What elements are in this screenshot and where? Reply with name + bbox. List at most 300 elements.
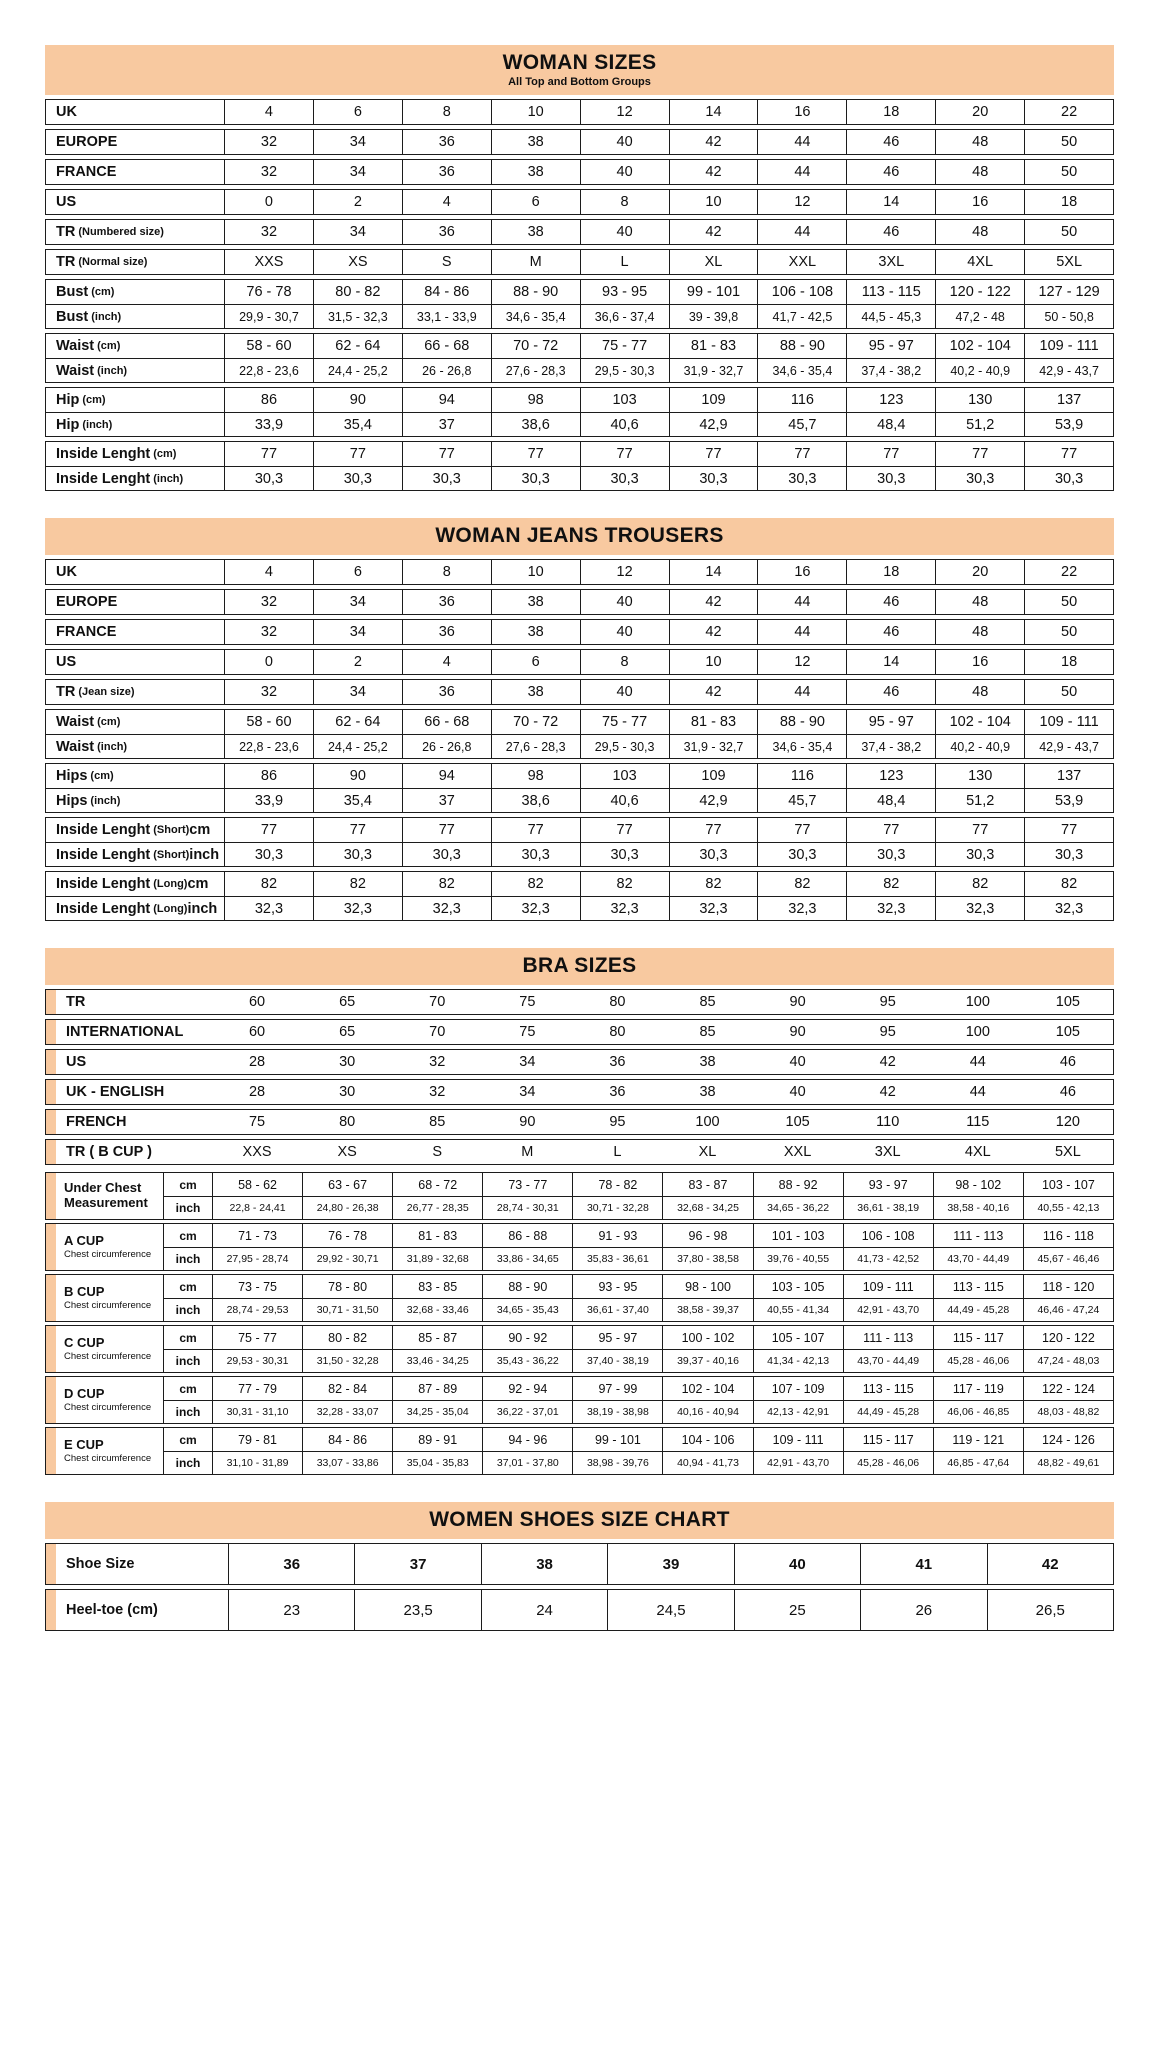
value-cell: 6 bbox=[313, 100, 402, 124]
row-values bbox=[224, 764, 1113, 788]
value-cell: 78 - 82 bbox=[572, 1173, 662, 1196]
row-values bbox=[224, 280, 1113, 304]
table-row bbox=[46, 710, 1113, 734]
value-cell: 16 bbox=[757, 560, 846, 584]
value-cell: 30,3 bbox=[757, 467, 846, 490]
value-cell: 77 bbox=[1024, 442, 1113, 466]
table-row bbox=[46, 190, 1113, 214]
value-cell: 101 - 103 bbox=[753, 1224, 843, 1247]
value-cell: 109 - 111 bbox=[843, 1275, 933, 1298]
value-cell: 91 - 93 bbox=[572, 1224, 662, 1247]
value-cell: 77 bbox=[669, 818, 758, 842]
row-group bbox=[45, 249, 1114, 275]
value-cell: 45,28 - 46,06 bbox=[933, 1350, 1023, 1372]
value-cell: 35,43 - 36,22 bbox=[482, 1350, 572, 1372]
value-cell: 40,16 - 40,94 bbox=[662, 1401, 752, 1423]
value-cell: 35,4 bbox=[313, 413, 402, 436]
value-cell: 88 - 92 bbox=[753, 1173, 843, 1196]
value-cell: 130 bbox=[935, 388, 1024, 412]
row-label: Inside Lenght (Long) inch bbox=[56, 900, 218, 917]
value-cell: 28 bbox=[248, 1054, 266, 1070]
value-cell: 116 bbox=[757, 388, 846, 412]
row-values bbox=[224, 818, 1113, 842]
left-strip bbox=[46, 1140, 56, 1164]
value-cell: 115 bbox=[966, 1114, 990, 1130]
value-cell: 8 bbox=[580, 650, 669, 674]
value-cell: 20 bbox=[935, 560, 1024, 584]
value-cell: 8 bbox=[402, 560, 491, 584]
table-row bbox=[46, 280, 1113, 304]
value-cell: XXS bbox=[224, 250, 313, 274]
value-cell: 10 bbox=[491, 560, 580, 584]
value-cell: 36,61 - 37,40 bbox=[572, 1299, 662, 1321]
value-cell: 105 bbox=[1055, 994, 1080, 1010]
value-cell: 16 bbox=[935, 650, 1024, 674]
cup-label bbox=[56, 1173, 164, 1219]
value-cell: 42 bbox=[669, 130, 758, 154]
value-cell: 84 - 86 bbox=[302, 1428, 392, 1451]
value-cell: 33,9 bbox=[224, 413, 313, 436]
cup-rows bbox=[164, 1275, 1113, 1321]
row-values bbox=[224, 220, 1113, 244]
value-cell: 29,92 - 30,71 bbox=[302, 1248, 392, 1270]
cup-name: Under Chest Measurement bbox=[64, 1180, 148, 1210]
value-cell: 75 bbox=[519, 994, 536, 1010]
value-cell: 34 bbox=[519, 1084, 536, 1100]
row-group bbox=[45, 219, 1114, 245]
value-cell: 30,3 bbox=[313, 843, 402, 866]
value-cell: 73 - 77 bbox=[482, 1173, 572, 1196]
value-cell: 40 bbox=[734, 1544, 860, 1584]
table-row bbox=[46, 388, 1113, 412]
table-row bbox=[46, 1590, 1113, 1630]
value-cell: 2 bbox=[313, 190, 402, 214]
value-cell: 58 - 60 bbox=[224, 334, 313, 358]
value-cell: 107 - 109 bbox=[753, 1377, 843, 1400]
value-cell: 70 bbox=[429, 1024, 446, 1040]
value-cell: 53,9 bbox=[1024, 789, 1113, 812]
value-cell: 46 bbox=[846, 160, 935, 184]
value-cell: 33,9 bbox=[224, 789, 313, 812]
value-cell: 113 - 115 bbox=[933, 1275, 1023, 1298]
value-cell: 44,49 - 45,28 bbox=[843, 1401, 933, 1423]
table-row bbox=[46, 442, 1113, 466]
value-cell: 103 - 107 bbox=[1023, 1173, 1113, 1196]
label-paren: (cm) bbox=[82, 394, 106, 406]
value-cell: 47,24 - 48,03 bbox=[1023, 1350, 1113, 1372]
row-label: EUROPE bbox=[56, 134, 118, 150]
value-cell: 34 bbox=[313, 590, 402, 614]
value-cell: 45,28 - 46,06 bbox=[843, 1452, 933, 1474]
value-cell: 34 bbox=[313, 680, 402, 704]
row-group bbox=[45, 1019, 1114, 1045]
unit-label: inch bbox=[175, 1456, 201, 1470]
value-cell: 37,01 - 37,80 bbox=[482, 1452, 572, 1474]
value-cell: 14 bbox=[669, 560, 758, 584]
label-paren: (cm) bbox=[90, 770, 114, 782]
value-cell: 32,68 - 34,25 bbox=[662, 1197, 752, 1219]
value-cell: 22,8 - 23,6 bbox=[224, 735, 313, 758]
value-cell: 95 bbox=[879, 994, 896, 1010]
cup-group bbox=[45, 1223, 1114, 1271]
value-cell: 46,46 - 47,24 bbox=[1023, 1299, 1113, 1321]
cup-row-cm bbox=[164, 1326, 1113, 1349]
row-group bbox=[45, 1139, 1114, 1165]
value-cell: 106 - 108 bbox=[757, 280, 846, 304]
value-cell: 110 bbox=[876, 1114, 900, 1130]
row-values bbox=[212, 1140, 1113, 1164]
value-cell: 4 bbox=[224, 560, 313, 584]
value-cell: 30,3 bbox=[402, 843, 491, 866]
value-cell: 92 - 94 bbox=[482, 1377, 572, 1400]
value-cell: 85 bbox=[429, 1114, 446, 1130]
value-cell: 48 bbox=[935, 680, 1024, 704]
cup-label bbox=[56, 1377, 164, 1423]
label-paren: (inch) bbox=[90, 794, 121, 807]
value-cell: 66 - 68 bbox=[402, 334, 491, 358]
value-cell: 33,46 - 34,25 bbox=[392, 1350, 482, 1372]
value-cell: 77 bbox=[669, 442, 758, 466]
value-cell: L bbox=[613, 1144, 622, 1160]
cup-group bbox=[45, 1274, 1114, 1322]
value-cell: 30,3 bbox=[224, 467, 313, 490]
row-group bbox=[45, 709, 1114, 759]
left-strip bbox=[46, 1050, 56, 1074]
value-cell: 53,9 bbox=[1024, 413, 1113, 436]
value-cell: 2 bbox=[313, 650, 402, 674]
value-cell: 82 bbox=[669, 872, 758, 896]
cup-row-inch bbox=[164, 1247, 1113, 1270]
value-cell: 44 bbox=[757, 590, 846, 614]
value-cell: 44 bbox=[969, 1054, 986, 1070]
value-cell: 26 - 26,8 bbox=[402, 359, 491, 382]
value-cell: 124 - 126 bbox=[1023, 1428, 1113, 1451]
value-cell: 20 bbox=[935, 100, 1024, 124]
value-cell: 39 - 39,8 bbox=[669, 305, 758, 328]
table-row bbox=[46, 100, 1113, 124]
table-row bbox=[46, 818, 1113, 842]
value-cell: 77 bbox=[757, 818, 846, 842]
table-row bbox=[46, 220, 1113, 244]
value-cell: 115 - 117 bbox=[933, 1326, 1023, 1349]
row-group bbox=[45, 589, 1114, 615]
value-cell: 22,8 - 24,41 bbox=[212, 1197, 302, 1219]
value-cell: 33,86 - 34,65 bbox=[482, 1248, 572, 1270]
value-cell: XS bbox=[337, 1144, 357, 1160]
table-row bbox=[46, 650, 1113, 674]
row-label: Hips (inch) bbox=[56, 792, 121, 809]
row-group bbox=[45, 159, 1114, 185]
value-cell: 22,8 - 23,6 bbox=[224, 359, 313, 382]
value-cell: 102 - 104 bbox=[935, 710, 1024, 734]
label-paren: (inch) bbox=[97, 740, 128, 753]
value-cell: 32,3 bbox=[491, 897, 580, 920]
label-paren: (Long) bbox=[153, 878, 188, 890]
unit-label: cm bbox=[179, 1279, 197, 1294]
value-cell: 32,3 bbox=[757, 897, 846, 920]
unit-label: cm bbox=[179, 1177, 197, 1192]
value-cell: 117 - 119 bbox=[933, 1377, 1023, 1400]
row-label: FRANCE bbox=[56, 624, 117, 640]
value-cell: 106 - 108 bbox=[843, 1224, 933, 1247]
unit-label: cm bbox=[179, 1432, 197, 1447]
value-cell: 103 bbox=[580, 388, 669, 412]
value-cell: 80 bbox=[609, 994, 626, 1010]
value-cell: 42 bbox=[879, 1084, 896, 1100]
value-cell: 43,70 - 44,49 bbox=[933, 1248, 1023, 1270]
value-cell: 77 bbox=[491, 818, 580, 842]
cup-label bbox=[56, 1428, 164, 1474]
table-title-band bbox=[45, 948, 1114, 985]
row-values bbox=[224, 710, 1113, 734]
value-cell: 36 bbox=[609, 1054, 626, 1070]
row-group bbox=[45, 333, 1114, 383]
value-cell: 122 - 124 bbox=[1023, 1377, 1113, 1400]
value-cell: 46 bbox=[846, 590, 935, 614]
value-cell: 34,6 - 35,4 bbox=[491, 305, 580, 328]
left-strip bbox=[46, 1428, 56, 1474]
value-cell: 42,91 - 43,70 bbox=[753, 1452, 843, 1474]
value-cell: 50 bbox=[1024, 620, 1113, 644]
value-cell: 38 bbox=[699, 1054, 716, 1070]
unit-label: inch bbox=[175, 1405, 201, 1419]
value-cell: 77 bbox=[313, 818, 402, 842]
value-cell: 37 bbox=[402, 413, 491, 436]
value-cell: 78 - 80 bbox=[302, 1275, 392, 1298]
row-label: Inside Lenght (Short) inch bbox=[56, 846, 220, 863]
label-paren: (inch) bbox=[153, 472, 184, 485]
table-row bbox=[46, 842, 1113, 866]
value-cell: 77 bbox=[846, 818, 935, 842]
value-cell: 90 bbox=[313, 388, 402, 412]
value-cell: 95 - 97 bbox=[846, 334, 935, 358]
value-cell: 33,1 - 33,9 bbox=[402, 305, 491, 328]
value-cell: 120 - 122 bbox=[1023, 1326, 1113, 1349]
value-cell: 100 - 102 bbox=[662, 1326, 752, 1349]
bra-sizes-table bbox=[45, 948, 1114, 1475]
value-cell: 31,10 - 31,89 bbox=[212, 1452, 302, 1474]
value-cell: 37,4 - 38,2 bbox=[846, 359, 935, 382]
row-values bbox=[224, 442, 1113, 466]
cup-name: C CUP bbox=[64, 1334, 105, 1350]
value-cell: S bbox=[432, 1144, 443, 1160]
value-cell: 88 - 90 bbox=[491, 280, 580, 304]
value-cell: 32 bbox=[224, 620, 313, 644]
value-cell: 26,5 bbox=[987, 1590, 1113, 1630]
row-label: Hip (cm) bbox=[56, 392, 106, 408]
row-label: US bbox=[66, 1054, 87, 1070]
value-cell: 83 - 85 bbox=[392, 1275, 482, 1298]
value-cell: 85 bbox=[699, 1024, 716, 1040]
value-cell: 80 - 82 bbox=[313, 280, 402, 304]
cup-rows bbox=[164, 1224, 1113, 1270]
value-cell: 39,76 - 40,55 bbox=[753, 1248, 843, 1270]
value-cell: 65 bbox=[339, 994, 356, 1010]
value-cell: 96 - 98 bbox=[662, 1224, 752, 1247]
value-cell: 40 bbox=[580, 160, 669, 184]
value-cell: 42 bbox=[879, 1054, 896, 1070]
cup-desc: Chest circumference bbox=[64, 1249, 152, 1261]
value-cell: 34 bbox=[519, 1054, 536, 1070]
value-cell: 81 - 83 bbox=[669, 334, 758, 358]
value-cell: 109 - 111 bbox=[753, 1428, 843, 1451]
value-cell: 90 bbox=[789, 994, 806, 1010]
row-values bbox=[224, 560, 1113, 584]
value-cell: 80 bbox=[609, 1024, 626, 1040]
value-cell: 77 bbox=[402, 818, 491, 842]
value-cell: 39,37 - 40,16 bbox=[662, 1350, 752, 1372]
value-cell: 77 bbox=[224, 818, 313, 842]
value-cell: 4XL bbox=[964, 1144, 991, 1160]
value-cell: 37,4 - 38,2 bbox=[846, 735, 935, 758]
value-cell: 76 - 78 bbox=[302, 1224, 392, 1247]
value-cell: 34,6 - 35,4 bbox=[757, 359, 846, 382]
value-cell: 86 bbox=[224, 388, 313, 412]
value-cell: 6 bbox=[491, 650, 580, 674]
table-row bbox=[46, 560, 1113, 584]
cup-matrix bbox=[45, 1172, 1114, 1475]
left-strip bbox=[46, 1544, 56, 1584]
value-cell: 40,6 bbox=[580, 789, 669, 812]
table-row bbox=[46, 1140, 1113, 1164]
value-cell: 44,5 - 45,3 bbox=[846, 305, 935, 328]
row-label: TR (Jean size) bbox=[56, 684, 135, 700]
left-strip bbox=[46, 990, 56, 1014]
row-values bbox=[224, 190, 1113, 214]
value-cell: 111 - 113 bbox=[933, 1224, 1023, 1247]
row-label: Inside Lenght (Short) cm bbox=[56, 822, 211, 838]
value-cell: 33,07 - 33,86 bbox=[302, 1452, 392, 1474]
table-row bbox=[46, 160, 1113, 184]
value-cell: 109 - 111 bbox=[1024, 710, 1113, 734]
left-strip bbox=[46, 1110, 56, 1134]
value-cell: 103 bbox=[580, 764, 669, 788]
row-values bbox=[224, 413, 1113, 436]
value-cell: 4 bbox=[402, 190, 491, 214]
value-cell: 36,22 - 37,01 bbox=[482, 1401, 572, 1423]
value-cell: 30 bbox=[339, 1084, 356, 1100]
value-cell: 12 bbox=[757, 190, 846, 214]
table-row bbox=[46, 1020, 1113, 1044]
row-label: UK bbox=[56, 564, 77, 580]
row-values bbox=[212, 1080, 1113, 1104]
value-cell: 82 bbox=[580, 872, 669, 896]
left-strip bbox=[46, 1020, 56, 1044]
value-cell: 30,3 bbox=[580, 467, 669, 490]
table-row bbox=[46, 334, 1113, 358]
value-cell: 40 bbox=[789, 1054, 806, 1070]
table-row bbox=[46, 1080, 1113, 1104]
value-cell: 41,7 - 42,5 bbox=[757, 305, 846, 328]
row-values bbox=[224, 100, 1113, 124]
value-cell: 3XL bbox=[874, 1144, 901, 1160]
value-cell: 63 - 67 bbox=[302, 1173, 392, 1196]
value-cell: 30,3 bbox=[935, 467, 1024, 490]
row-group bbox=[45, 1589, 1114, 1631]
value-cell: 5XL bbox=[1054, 1144, 1081, 1160]
row-group bbox=[45, 871, 1114, 921]
value-cell: 62 - 64 bbox=[313, 710, 402, 734]
value-cell: 40 bbox=[789, 1084, 806, 1100]
value-cell: 32,68 - 33,46 bbox=[392, 1299, 482, 1321]
value-cell: 42 bbox=[669, 590, 758, 614]
value-cell: 30,31 - 31,10 bbox=[212, 1401, 302, 1423]
woman-jeans-trousers-table bbox=[45, 518, 1114, 921]
value-cell: 70 bbox=[429, 994, 446, 1010]
row-values bbox=[212, 1050, 1113, 1074]
value-cell: 36 bbox=[228, 1544, 354, 1584]
row-values bbox=[224, 359, 1113, 382]
value-cell: 4 bbox=[402, 650, 491, 674]
value-cell: 44 bbox=[757, 130, 846, 154]
label-paren: (cm) bbox=[91, 286, 115, 298]
row-group bbox=[45, 1079, 1114, 1105]
value-cell: 100 bbox=[695, 1114, 720, 1130]
table-row bbox=[46, 990, 1113, 1014]
value-cell: 42 bbox=[669, 160, 758, 184]
label-paren: (Short) bbox=[153, 848, 190, 861]
value-cell: M bbox=[491, 250, 580, 274]
value-cell: 30,3 bbox=[669, 843, 758, 866]
row-values bbox=[224, 467, 1113, 490]
value-cell: 23,5 bbox=[354, 1590, 480, 1630]
women-shoes-size-table bbox=[45, 1502, 1114, 1631]
cup-rows bbox=[164, 1326, 1113, 1372]
table-row bbox=[46, 304, 1113, 328]
value-cell: 38 bbox=[491, 680, 580, 704]
value-cell: 109 bbox=[669, 388, 758, 412]
value-cell: 50 bbox=[1024, 680, 1113, 704]
value-cell: 37,80 - 38,58 bbox=[662, 1248, 752, 1270]
value-cell: 0 bbox=[224, 190, 313, 214]
value-cell: 30,71 - 31,50 bbox=[302, 1299, 392, 1321]
value-cell: 42,9 - 43,7 bbox=[1024, 359, 1113, 382]
value-cell: 28,74 - 29,53 bbox=[212, 1299, 302, 1321]
value-cell: 29,5 - 30,3 bbox=[580, 359, 669, 382]
cup-group bbox=[45, 1427, 1114, 1475]
unit-label: inch bbox=[175, 1201, 201, 1215]
value-cell: 6 bbox=[313, 560, 402, 584]
cup-name: E CUP bbox=[64, 1436, 104, 1452]
value-cell: 71 - 73 bbox=[212, 1224, 302, 1247]
value-cell: 137 bbox=[1024, 764, 1113, 788]
value-cell: 79 - 81 bbox=[212, 1428, 302, 1451]
value-cell: 24,4 - 25,2 bbox=[313, 359, 402, 382]
row-group bbox=[45, 679, 1114, 705]
value-cell: 18 bbox=[1024, 650, 1113, 674]
cup-label bbox=[56, 1275, 164, 1321]
value-cell: 46 bbox=[846, 220, 935, 244]
value-cell: 40 bbox=[580, 220, 669, 244]
row-label: UK - ENGLISH bbox=[66, 1084, 165, 1100]
cup-desc: Chest circumference bbox=[64, 1402, 152, 1414]
value-cell: 48 bbox=[935, 130, 1024, 154]
value-cell: 34 bbox=[313, 160, 402, 184]
table-title: WOMAN SIZES bbox=[502, 51, 657, 74]
value-cell: 23 bbox=[228, 1590, 354, 1630]
value-cell: 5XL bbox=[1024, 250, 1113, 274]
value-cell: 3XL bbox=[846, 250, 935, 274]
value-cell: 30,3 bbox=[1024, 843, 1113, 866]
table-row bbox=[46, 1544, 1113, 1584]
value-cell: 28,74 - 30,31 bbox=[482, 1197, 572, 1219]
value-cell: 94 bbox=[402, 388, 491, 412]
row-group bbox=[45, 189, 1114, 215]
woman-sizes-table bbox=[45, 45, 1114, 491]
value-cell: 30,3 bbox=[669, 467, 758, 490]
value-cell: M bbox=[521, 1144, 534, 1160]
value-cell: 77 bbox=[580, 442, 669, 466]
